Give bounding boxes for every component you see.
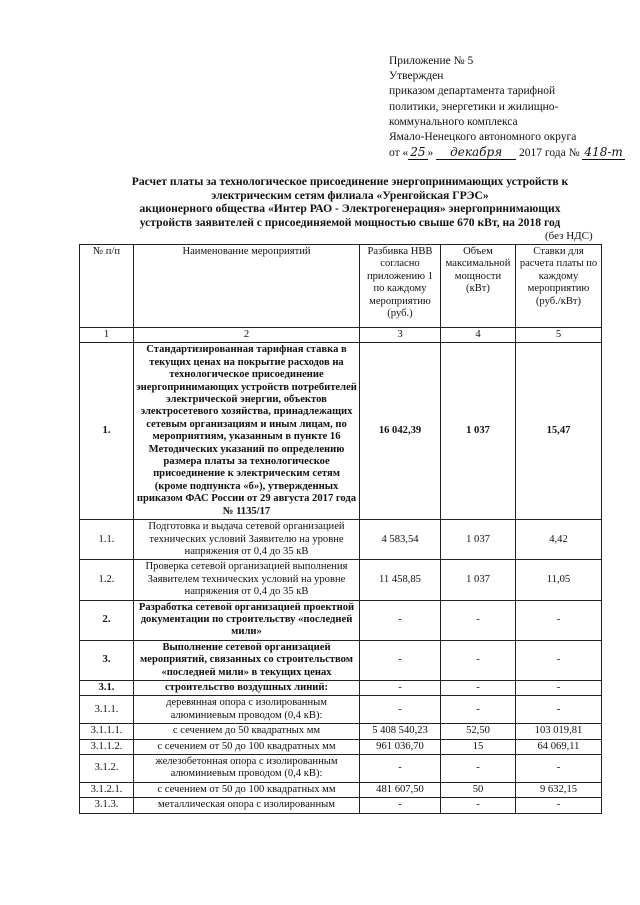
- approval-line: коммунального комплекса: [389, 115, 518, 128]
- row-nvv: -: [360, 640, 441, 680]
- row-rate: 64 069,11: [516, 739, 602, 754]
- row-power: -: [441, 755, 516, 783]
- table-number-row: [80, 328, 602, 343]
- row-rate: -: [516, 640, 602, 680]
- date-day: 25: [410, 145, 426, 160]
- header-rate: Ставки для расчета платы по каждому мероприятию (руб./кВт): [516, 245, 602, 328]
- row-nvv: -: [360, 680, 441, 695]
- row-power: 50: [441, 782, 516, 797]
- table-row: [80, 739, 602, 754]
- document-title: [100, 175, 600, 229]
- row-power: 15: [441, 739, 516, 754]
- row-name: деревянная опора с изолированным алюминиевым проводом (0,4 кВ):: [134, 696, 360, 724]
- row-nvv: 481 607,50: [360, 782, 441, 797]
- table-row: [80, 798, 602, 813]
- header-number: 2: [134, 328, 360, 343]
- title-line: Расчет платы за технологическое присоединение энергопринимающих устройств к: [131, 175, 569, 188]
- row-rate: 103 019,81: [516, 724, 602, 739]
- table-row: [80, 560, 602, 600]
- row-power: 52,50: [441, 724, 516, 739]
- row-nvv: 11 458,85: [360, 560, 441, 600]
- row-nvv: 4 583,54: [360, 520, 441, 560]
- row-name: с сечением от 50 до 100 квадратных мм: [134, 782, 360, 797]
- row-power: 1 037: [441, 560, 516, 600]
- row-nvv: -: [360, 798, 441, 813]
- row-power: -: [441, 600, 516, 640]
- row-name: Стандартизированная тарифная ставка в текущих ценах на покрытие расходов на технологическое присоединение энергопринимающих устройств потребителей электрической энергии, объектов электросетевого хозяйства, принадлежащих сетевым организациям и иным лицам, по мероприятиям, указанным в пункте 16 Методических указаний по определению размера платы за технологическое присоединение к электрическим сетям (кроме подпункта «б»), утвержденных приказом ФАС России от 29 августа 2017 года № 1135/17: [134, 343, 360, 520]
- table-row: [80, 520, 602, 560]
- row-nvv: 5 408 540,23: [360, 724, 441, 739]
- row-no: 3.1.: [80, 680, 134, 695]
- table-row: [80, 782, 602, 797]
- row-name: строительство воздушных линий:: [134, 680, 360, 695]
- header-number: 4: [441, 328, 516, 343]
- table-row: [80, 680, 602, 695]
- row-nvv: -: [360, 600, 441, 640]
- row-no: 3.1.3.: [80, 798, 134, 813]
- row-name: Подготовка и выдача сетевой организацией технических условий Заявителю на уровне напряжения от 0,4 до 35 кВ: [134, 520, 360, 560]
- row-name: Разработка сетевой организацией проектной документации по строительству «последней мили»: [134, 600, 360, 640]
- row-rate: 15,47: [516, 343, 602, 520]
- row-name: с сечением от 50 до 100 квадратных мм: [134, 739, 360, 754]
- row-no: 1.: [80, 343, 134, 520]
- table-row: [80, 755, 602, 783]
- table-row: [80, 696, 602, 724]
- approval-line: Ямало-Ненецкого автономного округа: [389, 131, 577, 144]
- row-no: 3.: [80, 640, 134, 680]
- table-row: [80, 640, 602, 680]
- row-rate: 4,42: [516, 520, 602, 560]
- date-mid: »: [427, 147, 434, 160]
- date-year: 2017 года №: [519, 147, 580, 160]
- row-name: Проверка сетевой организацией выполнения Заявителем технических условий на уровне напряжения от 0,4 до 35 кВ: [134, 560, 360, 600]
- row-rate: 11,05: [516, 560, 602, 600]
- header-power: Объем максимальной мощности (кВт): [441, 245, 516, 328]
- header-nvv: Разбивка НВВ согласно приложению 1 по каждому мероприятию (руб.): [360, 245, 441, 328]
- row-name: Выполнение сетевой организацией мероприятий, связанных со строительством «последней мили» в текущих ценах: [134, 640, 360, 680]
- row-rate: -: [516, 600, 602, 640]
- approval-line: Утвержден: [389, 70, 444, 83]
- approval-date-line: [389, 145, 629, 161]
- approval-line: политики, энергетики и жилищно-: [389, 100, 559, 113]
- row-nvv: 16 042,39: [360, 343, 441, 520]
- title-line: электрическим сетям филиала «Уренгойская ГРЭС»: [211, 188, 489, 202]
- approval-line: Приложение № 5: [389, 55, 474, 67]
- row-name: металлическая опора с изолированным: [134, 798, 360, 813]
- rates-table: [79, 244, 602, 814]
- header-no: № п/п: [80, 245, 134, 328]
- table-row: [80, 343, 602, 520]
- row-no: 3.1.1.2.: [80, 739, 134, 754]
- row-power: -: [441, 680, 516, 695]
- table-header-row: [80, 245, 602, 328]
- title-line: устройств заявителей с присоединяемой мощностью свыше 670 кВт, на 2018 год: [139, 215, 561, 229]
- table-row: [80, 724, 602, 739]
- row-rate: 9 632,15: [516, 782, 602, 797]
- row-power: -: [441, 640, 516, 680]
- row-nvv: -: [360, 696, 441, 724]
- row-rate: -: [516, 755, 602, 783]
- order-number: 418-т: [584, 145, 623, 160]
- row-no: 3.1.1.: [80, 696, 134, 724]
- row-power: -: [441, 798, 516, 813]
- row-nvv: -: [360, 755, 441, 783]
- vat-note: (без НДС): [545, 230, 593, 242]
- row-rate: -: [516, 798, 602, 813]
- header-number: 3: [360, 328, 441, 343]
- row-name: с сечением до 50 квадратных мм: [134, 724, 360, 739]
- header-name: Наименование мероприятий: [134, 245, 360, 328]
- row-power: 1 037: [441, 520, 516, 560]
- header-number: 1: [80, 328, 134, 343]
- row-power: 1 037: [441, 343, 516, 520]
- row-nvv: 961 036,70: [360, 739, 441, 754]
- date-month: декабря: [436, 145, 516, 160]
- row-rate: -: [516, 680, 602, 695]
- row-no: 2.: [80, 600, 134, 640]
- row-no: 1.1.: [80, 520, 134, 560]
- table-row: [80, 600, 602, 640]
- approval-line: приказом департамента тарифной: [389, 85, 556, 98]
- row-power: -: [441, 696, 516, 724]
- row-rate: -: [516, 696, 602, 724]
- title-line: акционерного общества «Интер РАО - Электрогенерация» энергопринимающих: [139, 202, 561, 216]
- header-number: 5: [516, 328, 602, 343]
- row-name: железобетонная опора с изолированным алюминиевым проводом (0,4 кВ):: [134, 755, 360, 783]
- row-no: 1.2.: [80, 560, 134, 600]
- row-no: 3.1.2.: [80, 755, 134, 783]
- row-no: 3.1.2.1.: [80, 782, 134, 797]
- date-prefix: от «: [389, 147, 409, 160]
- row-no: 3.1.1.1.: [80, 724, 134, 739]
- approval-block: [389, 54, 629, 161]
